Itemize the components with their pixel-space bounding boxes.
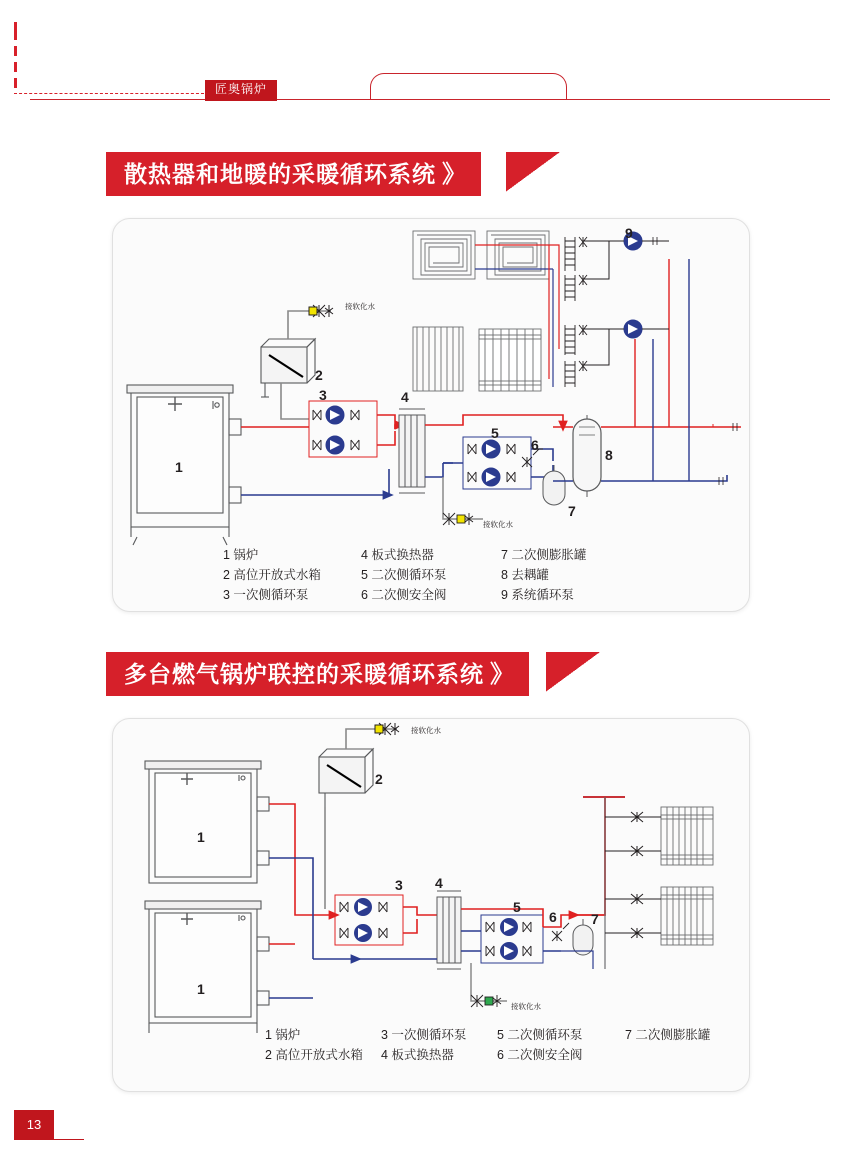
legend-item: 8 去耦罐 <box>501 568 549 582</box>
callout-secondary-pump: 5 <box>513 899 521 915</box>
diagram-panel-1 <box>112 218 750 612</box>
callout-7: 7 <box>568 503 576 519</box>
legend-2-col-4 <box>625 1025 710 1045</box>
section-1-title-text: 散热器和地暖的采暖循环系统 <box>124 161 436 187</box>
callout-boiler-bottom: 1 <box>197 981 205 997</box>
callout-1: 1 <box>175 459 183 475</box>
callout-8: 8 <box>605 447 613 463</box>
section-2-title-bar <box>106 652 529 696</box>
svg-text:接软化水: 接软化水 <box>483 520 513 529</box>
brand-underline <box>205 99 277 101</box>
legend-item: 5 二次侧循环泵 <box>497 1028 583 1042</box>
page-header-decoration <box>0 0 860 120</box>
legend-item: 3 一次侧循环泵 <box>381 1028 467 1042</box>
legend-1-col-3 <box>501 545 586 605</box>
legend-item: 9 系统循环泵 <box>501 588 574 602</box>
legend-item: 4 板式换热器 <box>361 548 434 562</box>
legend-item: 1 锅炉 <box>223 548 259 562</box>
legend-item: 6 二次侧安全阀 <box>361 588 447 602</box>
brand-logo: 匠奥锅炉 <box>205 80 277 99</box>
legend-item: 5 二次侧循环泵 <box>361 568 447 582</box>
legend-2-col-3 <box>497 1025 582 1065</box>
section-2-title-chevron: 》 <box>490 661 515 688</box>
legend-item: 2 高位开放式水箱 <box>265 1048 363 1062</box>
callout-6: 6 <box>531 437 539 453</box>
diagram-panel-2 <box>112 718 750 1092</box>
section-1-title <box>106 152 481 196</box>
section-2-title <box>106 652 529 696</box>
svg-text:接软化水: 接软化水 <box>345 302 375 311</box>
page-number: 13 <box>14 1110 54 1140</box>
callout-9: 9 <box>625 225 633 241</box>
callout-tank: 2 <box>375 771 383 787</box>
legend-1-col-2 <box>361 545 446 605</box>
section-2-title-text: 多台燃气锅炉联控的采暖循环系统 <box>124 661 484 687</box>
header-tick-4 <box>14 78 17 88</box>
callout-primary-pump: 3 <box>395 877 403 893</box>
callout-2: 2 <box>315 367 323 383</box>
section-1-title-bar <box>106 152 481 196</box>
header-dashed-rule <box>14 93 204 94</box>
header-tick-1 <box>14 22 17 40</box>
legend-item: 3 一次侧循环泵 <box>223 588 309 602</box>
callout-heat-exchanger: 4 <box>435 875 443 891</box>
section-1-title-chevron: 》 <box>442 161 467 188</box>
legend-1-col-1 <box>223 545 321 605</box>
legend-item: 7 二次侧膨胀罐 <box>501 548 587 562</box>
legend-2-col-1 <box>265 1025 363 1065</box>
header-tick-3 <box>14 62 17 72</box>
header-arc <box>370 73 567 100</box>
callout-expansion-tank: 7 <box>591 911 599 927</box>
callout-boiler-top: 1 <box>197 829 205 845</box>
footer-rule <box>54 1139 84 1140</box>
svg-text:接软化水: 接软化水 <box>511 1002 541 1011</box>
section-2-title-tail <box>546 652 606 696</box>
section-1-title-tail <box>506 152 566 196</box>
callout-safety-valve: 6 <box>549 909 557 925</box>
svg-text:接软化水: 接软化水 <box>411 726 441 735</box>
legend-item: 2 高位开放式水箱 <box>223 568 321 582</box>
header-tick-2 <box>14 46 17 56</box>
legend-2-col-2 <box>381 1025 466 1065</box>
legend-item: 7 二次侧膨胀罐 <box>625 1028 711 1042</box>
callout-5: 5 <box>491 425 499 441</box>
legend-item: 4 板式换热器 <box>381 1048 454 1062</box>
callout-3: 3 <box>319 387 327 403</box>
legend-item: 6 二次侧安全阀 <box>497 1048 583 1062</box>
callout-4: 4 <box>401 389 409 405</box>
legend-item: 1 锅炉 <box>265 1028 301 1042</box>
